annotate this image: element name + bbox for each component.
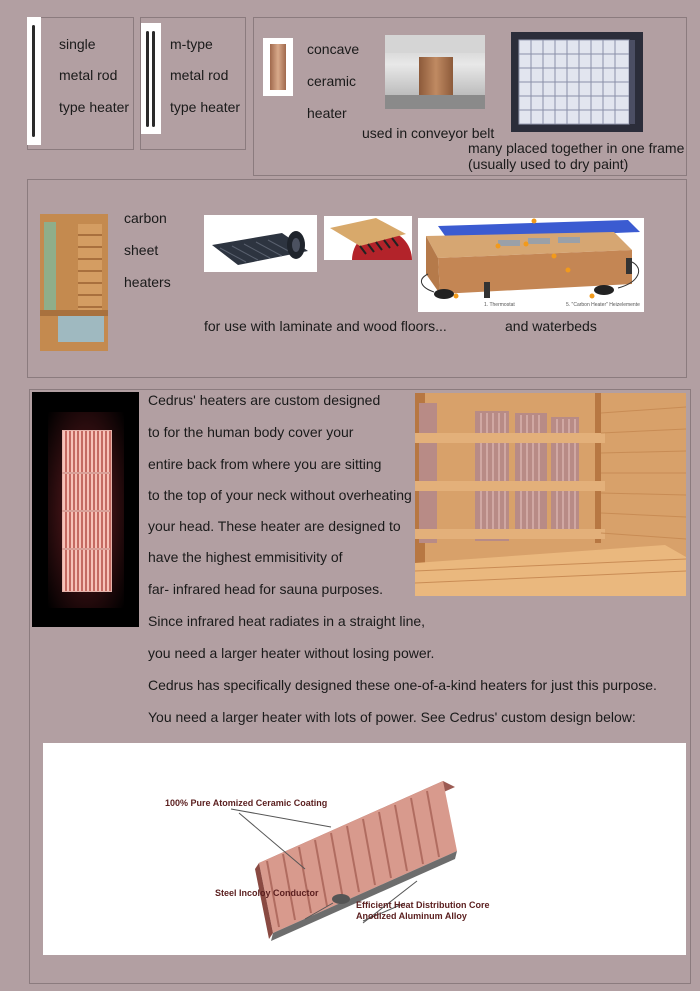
concave-heater-image <box>263 38 293 96</box>
conductor-label: Steel Incoloy Conductor <box>215 888 319 898</box>
frame-heater-photo <box>511 32 643 132</box>
conveyor-caption: used in conveyor belt <box>362 125 495 141</box>
sauna-interior-photo <box>415 393 686 596</box>
m-type-heater-image <box>141 23 161 134</box>
concave-label-1: concave <box>307 41 360 57</box>
core-label-2: Anodized Aluminum Alloy <box>356 911 467 921</box>
paragraph-line-5: your head. These heater are designed to <box>148 518 401 534</box>
paragraph-line-8: Since infrared heat radiates in a straight line, <box>148 613 426 629</box>
custom-heater-diagram <box>43 743 686 955</box>
floors-caption: for use with laminate and wood floors... <box>204 318 447 334</box>
paragraph-line-6: have the highest emmisitivity of <box>148 549 343 565</box>
waterbeds-caption: and waterbeds <box>505 318 597 334</box>
m-type-label-2: metal rod <box>170 67 229 83</box>
paragraph-line-11: You need a larger heater with lots of power. See Cedrus' custom design below: <box>148 709 636 725</box>
coating-label: 100% Pure Atomized Ceramic Coating <box>165 798 328 808</box>
infrared-heater-panel-photo <box>32 392 139 627</box>
paragraph-line-7: far- infrared head for sauna purposes. <box>148 581 384 597</box>
sauna-cabin-photo <box>40 214 108 351</box>
single-label-2: metal rod <box>59 67 118 83</box>
paragraph-line-9: you need a larger heater without losing power. <box>148 645 435 661</box>
single-rod-heater-image <box>27 17 41 145</box>
frame-caption-1: many placed together in one frame <box>468 140 685 156</box>
paragraph-line-10: Cedrus has specifically designed these one-of-a-kind heaters for just this purpose. <box>148 677 657 693</box>
carbon-sheet-roll-photo <box>204 215 317 272</box>
conveyor-belt-photo <box>385 35 485 109</box>
diagram-legend-2: 5. "Carbon Heater" Heizelemente <box>566 302 640 308</box>
carbon-label-1: carbon <box>124 210 167 226</box>
single-label-1: single <box>59 36 96 52</box>
core-label-1: Efficient Heat Distribution Core <box>356 900 490 910</box>
carbon-label-3: heaters <box>124 274 171 290</box>
single-label-3: type heater <box>59 99 130 115</box>
waterbed-diagram <box>418 218 644 312</box>
m-type-label-3: type heater <box>170 99 241 115</box>
paragraph-line-3: entire back from where you are sitting <box>148 456 382 472</box>
concave-label-3: heater <box>307 105 347 121</box>
m-type-label-1: m-type <box>170 36 213 52</box>
floor-heater-photo <box>324 216 412 260</box>
paragraph-line-1: Cedrus' heaters are custom designed <box>148 392 381 408</box>
paragraph-line-2: to for the human body cover your <box>148 424 354 440</box>
concave-label-2: ceramic <box>307 73 357 89</box>
paragraph-line-4: to the top of your neck without overheating <box>148 487 412 503</box>
frame-caption-2: (usually used to dry paint) <box>468 156 629 172</box>
carbon-label-2: sheet <box>124 242 159 258</box>
diagram-legend-1: 1. Thermostat <box>484 302 515 308</box>
